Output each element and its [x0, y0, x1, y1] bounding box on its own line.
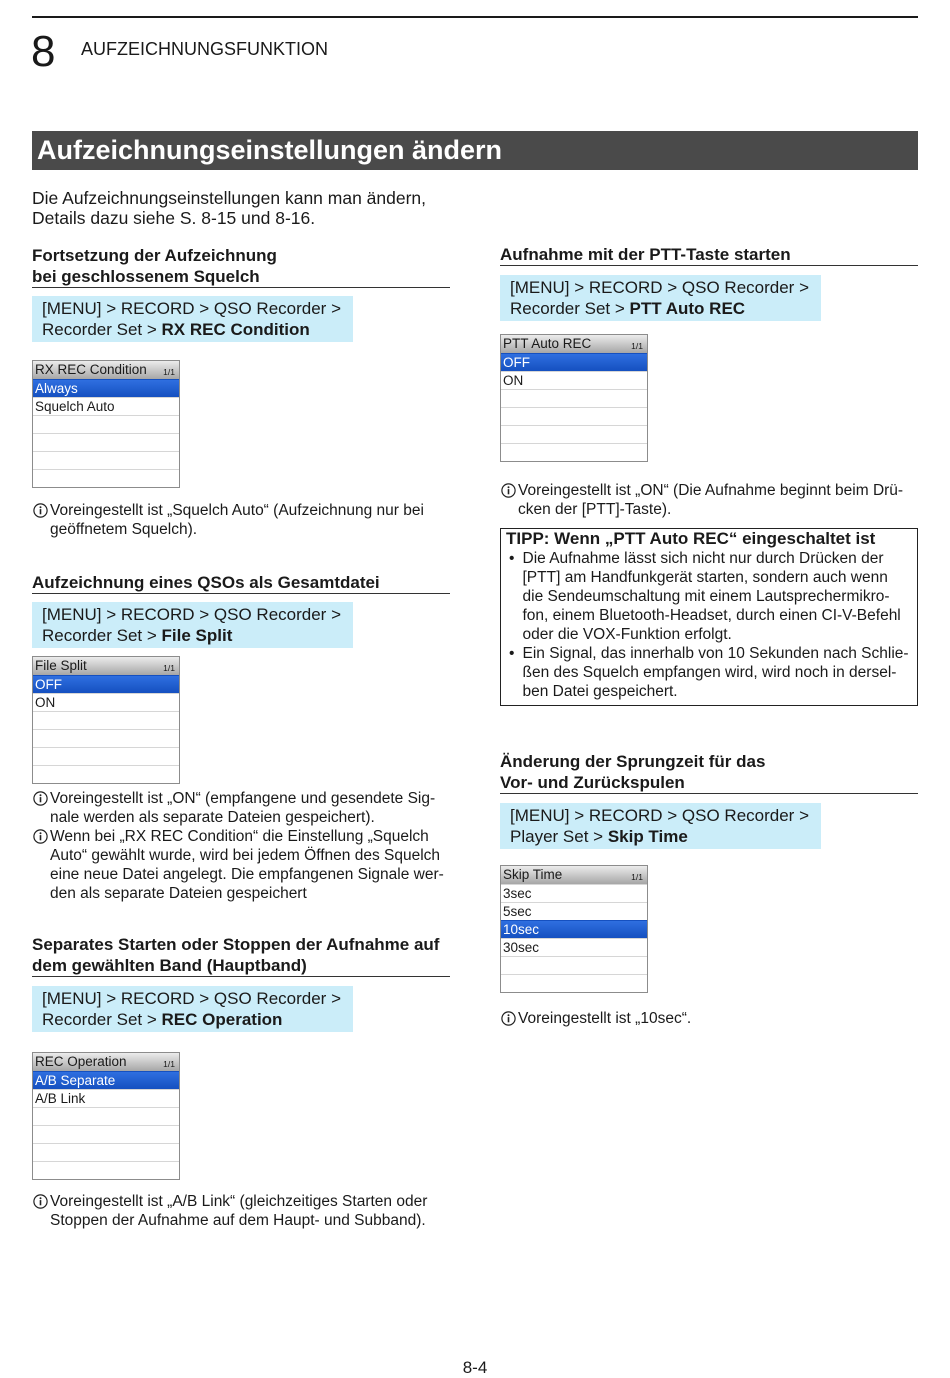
screen-page-indicator: 1/1: [163, 663, 175, 673]
screen-empty-row: [33, 1161, 179, 1179]
rx-rec-condition-heading: [32, 245, 450, 288]
screen-empty-row: [33, 451, 179, 469]
info-icon: [501, 483, 516, 498]
screen-title-bar: [33, 657, 179, 675]
menu-path-item: RX REC Condition: [161, 320, 310, 339]
chapter-number: 8: [31, 27, 56, 76]
default-note: [500, 481, 918, 519]
heading-line: Fortsetzung der Aufzeichnung: [32, 246, 277, 265]
heading-line: Separates Starten oder Stoppen der Aufnahme auf: [32, 935, 440, 954]
screen-page-indicator: 1/1: [163, 1059, 175, 1069]
tip-line: [PTT] am Handfunkgerät starten, sondern auch wenn: [522, 569, 888, 586]
screen-title: REC Operation: [35, 1054, 127, 1069]
screen-option: 10sec: [501, 920, 647, 938]
tip-line: die Sendeumschaltung mit einem Lautsprechermikro-: [522, 588, 890, 605]
default-note: [32, 789, 450, 827]
menu-path-prefix: Player Set >: [510, 827, 608, 846]
screen-option: 5sec: [501, 902, 647, 920]
heading-line: dem gewählten Band (Hauptband): [32, 956, 307, 975]
screen-option: OFF: [33, 675, 179, 693]
info-note: [32, 827, 450, 903]
note-text: [50, 501, 450, 539]
screen-empty-row: [501, 425, 647, 443]
screen-empty-row: [501, 956, 647, 974]
info-icon: [501, 1011, 516, 1026]
screen-page-indicator: 1/1: [631, 872, 643, 882]
info-icon: [33, 791, 48, 806]
intro-line: Details dazu siehe S. 8-15 und 8-16.: [32, 208, 316, 228]
default-note: [32, 501, 450, 539]
ptt-auto-rec-screen: [500, 334, 648, 462]
note-line: Stoppen der Aufnahme auf dem Haupt- und Subband).: [50, 1212, 426, 1229]
tip-line: Die Aufnahme lässt sich nicht nur durch Drücken der: [522, 550, 884, 567]
section-title-bar: [32, 131, 918, 170]
file-split-heading: [32, 572, 450, 594]
default-note: [500, 1009, 918, 1028]
screen-option: 3sec: [501, 884, 647, 902]
note-text: [50, 1192, 450, 1230]
file-split-menu-path: [32, 602, 353, 648]
screen-title: Skip Time: [503, 867, 563, 882]
skip-time-heading: [500, 751, 918, 794]
note-line: cken der [PTT]-Taste).: [518, 501, 672, 518]
heading-line: Aufnahme mit der PTT-Taste starten: [500, 245, 791, 264]
skip-time-menu-path: [500, 803, 821, 849]
note-line: Auto“ gewählt wurde, wird bei jedem Öffnen des Squelch: [50, 847, 441, 864]
bullet-icon: [509, 644, 514, 663]
screen-option: A/B Link: [33, 1089, 179, 1107]
screen-title-bar: [33, 361, 179, 379]
screen-title-bar: [33, 1053, 179, 1071]
rec-operation-menu-path: [32, 986, 353, 1032]
note-line: Wenn bei „RX REC Condition“ die Einstellung „Squelch: [50, 828, 429, 845]
note-text: [518, 481, 918, 519]
note-line: Voreingestellt ist „10sec“.: [518, 1010, 692, 1027]
screen-empty-row: [501, 443, 647, 461]
screen-empty-row: [33, 1107, 179, 1125]
screen-empty-row: [33, 729, 179, 747]
skip-time-screen: [500, 865, 648, 993]
screen-empty-row: [501, 407, 647, 425]
screen-title: RX REC Condition: [35, 362, 147, 377]
header-rule: [32, 16, 918, 18]
intro-line: Die Aufzeichnungseinstellungen kann man ändern,: [32, 188, 427, 208]
screen-title: PTT Auto REC: [503, 336, 592, 351]
screen-option: Always: [33, 379, 179, 397]
note-line: Voreingestellt ist „Squelch Auto“ (Aufzeichnung nur bei: [50, 502, 424, 519]
tip-line: ben Datei gespeichert.: [522, 683, 678, 700]
note-text: [50, 827, 450, 903]
screen-empty-row: [33, 1143, 179, 1161]
tip-box: [500, 528, 918, 706]
chapter-title: AUFZEICHNUNGSFUNKTION: [81, 39, 328, 59]
screen-empty-row: [33, 747, 179, 765]
screen-empty-row: [501, 389, 647, 407]
heading-line: bei geschlossenem Squelch: [32, 267, 260, 286]
menu-path-prefix: Recorder Set >: [510, 299, 630, 318]
screen-option: Squelch Auto: [33, 397, 179, 415]
menu-path-line: [MENU] > RECORD > QSO Recorder >: [42, 605, 341, 624]
screen-empty-row: [33, 415, 179, 433]
heading-line: Vor- und Zurückspulen: [500, 773, 685, 792]
file-split-screen: [32, 656, 180, 784]
screen-option: OFF: [501, 353, 647, 371]
menu-path-line: [MENU] > RECORD > QSO Recorder >: [510, 806, 809, 825]
bullet-icon: [509, 549, 514, 568]
info-icon: [33, 829, 48, 844]
tip-line: oder die VOX-Funktion erfolgt.: [522, 626, 732, 643]
menu-path-line: [MENU] > RECORD > QSO Recorder >: [42, 299, 341, 318]
screen-empty-row: [33, 469, 179, 487]
screen-empty-row: [33, 1125, 179, 1143]
note-text: [518, 1009, 918, 1028]
menu-path-line: [MENU] > RECORD > QSO Recorder >: [42, 989, 341, 1008]
rx-rec-condition-screen: [32, 360, 180, 488]
menu-path-prefix: Recorder Set >: [42, 626, 162, 645]
note-line: Voreingestellt ist „A/B Link“ (gleichzeitiges Starten oder: [50, 1193, 428, 1210]
rx-rec-condition-menu-path: [32, 296, 353, 342]
tip-line: Ein Signal, das innerhalb von 10 Sekunden nach Schlie-: [522, 645, 909, 662]
note-line: eine neue Datei angelegt. Die empfangenen Signale wer-: [50, 866, 444, 883]
menu-path-line: [MENU] > RECORD > QSO Recorder >: [510, 278, 809, 297]
page-number: 8-4: [462, 1358, 488, 1377]
screen-empty-row: [33, 433, 179, 451]
menu-path-prefix: Recorder Set >: [42, 320, 162, 339]
rec-operation-heading: [32, 934, 450, 977]
tip-line: ßen des Squelch empfangen wird, wird noch in dersel-: [522, 664, 897, 681]
section-title: Aufzeichnungseinstellungen ändern: [37, 135, 503, 165]
menu-path-line: [42, 319, 353, 340]
screen-page-indicator: 1/1: [631, 341, 643, 351]
screen-option: ON: [501, 371, 647, 389]
intro-paragraph: [32, 188, 426, 228]
screen-empty-row: [33, 711, 179, 729]
default-note: [32, 1192, 450, 1230]
note-text: [50, 789, 450, 827]
heading-line: Aufzeichnung eines QSOs als Gesamtdatei: [32, 573, 380, 592]
tip-line: fon, einem Bluetooth-Headset, durch einen CI-V-Befehl: [522, 607, 901, 624]
menu-path-item: Skip Time: [607, 827, 688, 846]
note-line: den als separate Dateien gespeichert: [50, 885, 307, 902]
menu-path-line: [510, 826, 821, 847]
screen-empty-row: [501, 974, 647, 992]
screen-title-bar: [501, 335, 647, 353]
tip-title: TIPP: Wenn „PTT Auto REC“ eingeschaltet ist: [506, 529, 876, 548]
info-icon: [33, 1194, 48, 1209]
menu-path-item: File Split: [161, 626, 233, 645]
note-line: nale werden als separate Dateien gespeichert).: [50, 809, 375, 826]
menu-path-line: [510, 298, 821, 319]
screen-page-indicator: 1/1: [163, 367, 175, 377]
note-line: Voreingestellt ist „ON“ (Die Aufnahme beginnt beim Drü-: [518, 482, 904, 499]
tip-bullet-item: [506, 644, 917, 701]
info-icon: [33, 503, 48, 518]
menu-path-line: [42, 625, 353, 646]
note-line: Voreingestellt ist „ON“ (empfangene und gesendete Sig-: [50, 790, 436, 807]
screen-empty-row: [33, 765, 179, 783]
screen-title-bar: [501, 866, 647, 884]
rec-operation-screen: [32, 1052, 180, 1180]
menu-path-prefix: Recorder Set >: [42, 1010, 162, 1029]
screen-option: ON: [33, 693, 179, 711]
tip-bullet-item: [506, 549, 917, 644]
screen-title: File Split: [35, 658, 87, 673]
screen-option: 30sec: [501, 938, 647, 956]
screen-option: A/B Separate: [33, 1071, 179, 1089]
menu-path-line: [42, 1009, 353, 1030]
menu-path-item: PTT Auto REC: [629, 299, 746, 318]
menu-path-item: REC Operation: [161, 1010, 283, 1029]
heading-line: Änderung der Sprungzeit für das: [500, 752, 766, 771]
ptt-auto-rec-heading: [500, 244, 918, 266]
ptt-auto-rec-menu-path: [500, 275, 821, 321]
note-line: geöffnetem Squelch).: [50, 521, 198, 538]
